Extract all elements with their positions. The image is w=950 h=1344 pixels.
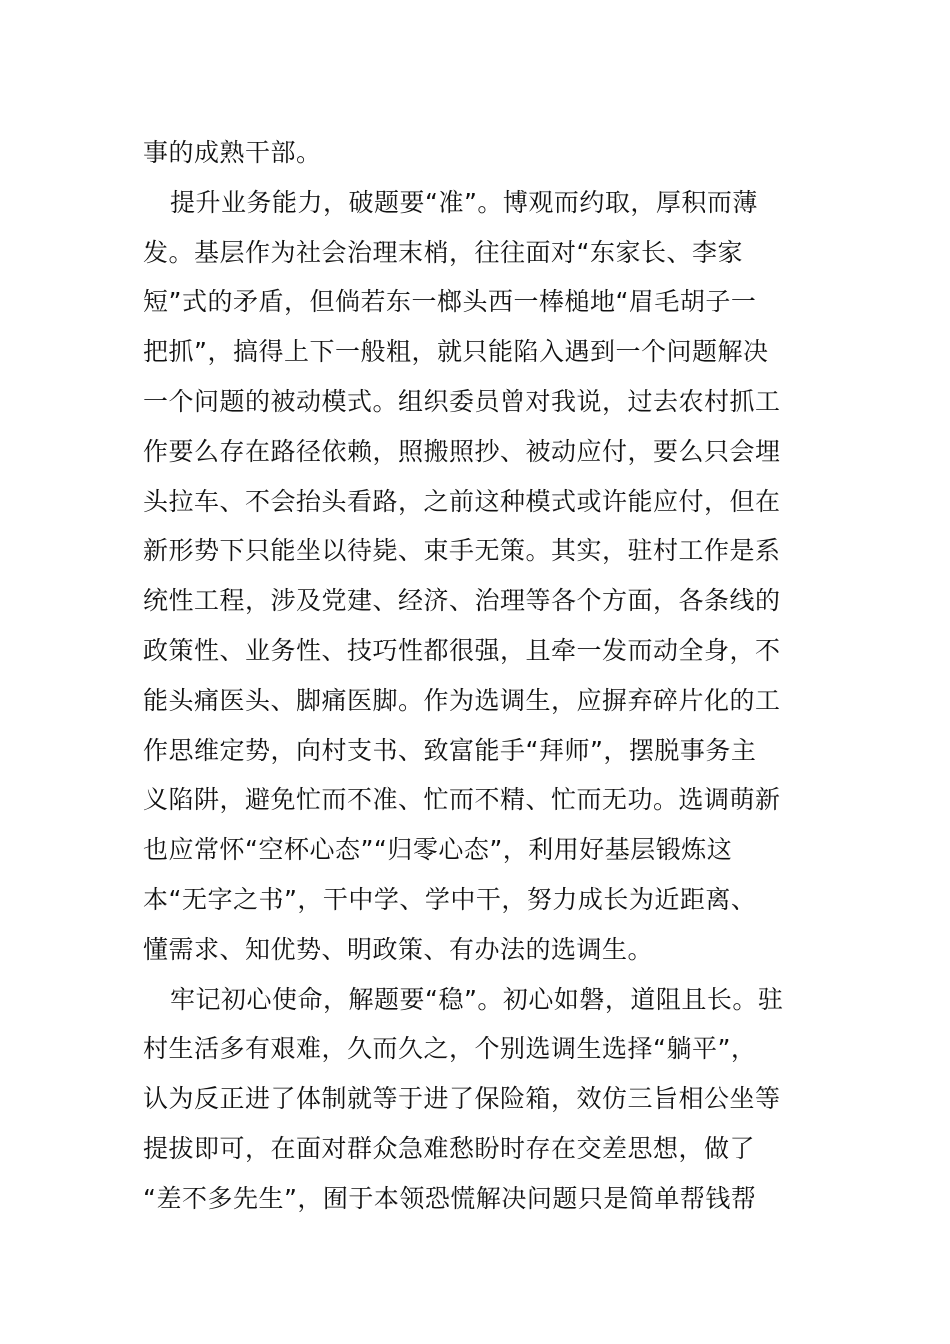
text-line: 村生活多有艰难，久而久之，个别选调生选择“躺平”，	[143, 1034, 757, 1064]
text-line: 本“无字之书”，干中学、学中干，努力成长为近距离、	[143, 884, 757, 914]
text-line: 牢记初心使命，解题要“稳”。初心如磐，道阻且长。驻	[170, 984, 784, 1014]
text-line: 把抓”，搞得上下一般粗，就只能陷入遇到一个问题解决	[143, 337, 769, 367]
text-line: 作思维定势，向村支书、致富能手“拜师”，摆脱事务主	[143, 735, 757, 765]
body-text	[143, 128, 808, 1224]
text-line: 发。基层作为社会治理末梢，往往面对“东家长、李家	[143, 237, 743, 267]
text-line: 短”式的矛盾，但倘若东一榔头西一棒槌地“眉毛胡子一	[143, 287, 757, 317]
text-line: 认为反正进了体制就等于进了保险箱，效仿三旨相公坐等	[143, 1084, 781, 1114]
text-line: 头拉车、不会抬头看路，之前这种模式或许能应付，但在	[143, 486, 781, 516]
text-line: 作要么存在路径依赖，照搬照抄、被动应付，要么只会埋	[143, 436, 781, 466]
text-line: 一个问题的被动模式。组织委员曾对我说，过去农村抓工	[143, 386, 781, 416]
text-line: 提拔即可，在面对群众急难愁盼时存在交差思想，做了	[143, 1133, 756, 1163]
text-line: 事的成熟干部。	[143, 138, 322, 167]
text-line: 提升业务能力，破题要“准”。博观而约取，厚积而薄	[170, 187, 758, 217]
text-line: 也应常怀“空杯心态”“归零心态”，利用好基层锻炼这	[143, 835, 733, 865]
text-line: “差不多先生”，囿于本领恐慌解决问题只是简单帮钱帮	[143, 1183, 757, 1213]
text-line: 懂需求、知优势、明政策、有办法的选调生。	[143, 934, 654, 964]
text-line: 统性工程，涉及党建、经济、治理等各个方面，各条线的	[143, 586, 781, 616]
text-line: 政策性、业务性、技巧性都很强，且牵一发而动全身，不	[143, 635, 781, 665]
text-line: 义陷阱，避免忙而不准、忙而不精、忙而无功。选调萌新	[143, 785, 781, 815]
text-line: 新形势下只能坐以待毙、束手无策。其实，驻村工作是系	[143, 536, 781, 566]
text-line: 能头痛医头、脚痛医脚。作为选调生，应摒弃碎片化的工	[143, 685, 781, 715]
